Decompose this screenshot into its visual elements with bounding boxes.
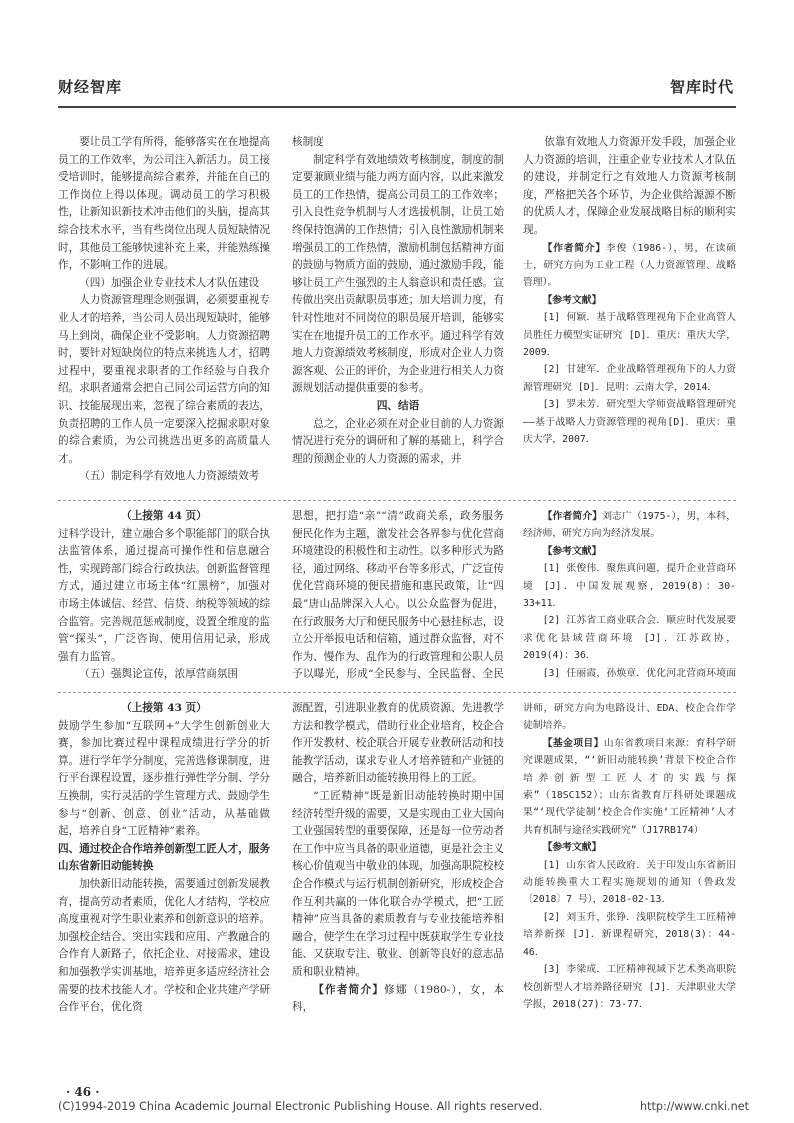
- block2-col3: [523, 508, 736, 680]
- references-heading: 【参考文献】: [542, 842, 602, 854]
- references-heading: 【参考文献】: [542, 294, 602, 306]
- fund-text: 山东省教项目来源：育科学研究课题成果，“‘新旧动能转换’背景下校企合作培养创新型工匠人才的实践与探索”（18SC152）；山东省教育厅科研处课题成果“‘现代学徒制’校企合作实施‘工匠精神’人才共育机制与途径实践研究”（J17RB174）: [523, 737, 736, 836]
- section-name: 智库时代: [669, 78, 734, 96]
- reference-item: [2] 江苏省工商业联合会．顺应时代发展要求优化县域营商环境 [J]．江苏政协，2019(4)：36．: [523, 615, 736, 662]
- block-separator: [58, 692, 736, 693]
- paragraph: 过科学设计，建立融合多个职能部门的联合执法监管体系，通过提高可操作性和信息融合性，实现跨部门综合行政执法。创新监督管理方式，通过建立市场主体“红黑榜”，加强对市场主体诚信、经营、信贷、纳税等领域的综合监管。完善规范惩戒制度，设置全维度的监管“探头”，广泛咨询、使用信用记录，形成强有力监管。: [58, 527, 270, 663]
- block2-col2: [292, 508, 504, 680]
- paragraph: 人力资源管理理念则强调，必须要重视专业人才的培养，当公司人员出现短缺时，能够马上到岗，确保企业不受影响。人力资源招聘时，要针对短缺岗位的特点来挑选人才，招聘过程中，要重视求职者的工作经验与自我介绍。求职者通常会把自己同公司运营方向的知识、技能展现出来，忽视了综合素质的表达，负责招聘的工作人员一定要深入挖掘求职对象的综合素质，为公司挑选出更多的高质量人才。: [58, 294, 270, 465]
- reference-item: [2] 甘建军．企业战略管理视角下的人力资源管理研究 [D]．昆明：云南大学，2014．: [523, 364, 736, 393]
- section-heading: 四、结语: [376, 399, 420, 412]
- reference-item: [1] 何颖．基于战略管理视角下企业高管人员胜任力模型实证研究 [D]．重庆：重庆大学，2009．: [523, 312, 736, 358]
- author-bio-label: 【作者简介】: [542, 242, 606, 254]
- subheading: （五）强舆论宣传，浓厚营商氛围: [79, 668, 239, 680]
- paragraph: 制定科学有效地绩效考核制度，制度的制定要兼顾业绩与能力两方面内容，以此来激发员工的工作热情，提高公司员工的工作效率；引入良性竞争机制与人才选拔机制，让员工始终保持饱满的工作热情；引入良性激励机制来增强员工的工作热情，激励机制包括精神方面的鼓励与物质方面的鼓励，通过激励手段，能够让员工产生强烈的主人翁意识和责任感。宣传做出突出贡献职员事迹；加大培训力度，有针对性地对不同岗位的职员展开培训，能够实实在在地提升员工的工作水平。通过科学有效地人力资源绩效考核制度，形成对企业人力资源客观、公正的评价，为企业进行相关人力资源规划活动提供重要的参考。: [292, 153, 504, 395]
- section-heading: 四、通过校企合作培养创新型工匠人才，服务山东省新旧动能转换: [58, 842, 270, 873]
- reference-item: [3] 李梁成．工匠精神视域下艺术类高职院校创新型人才培养路径研究 [J]．天津职业大学学报，2018(27)：73-77．: [523, 964, 736, 1010]
- reference-item: [1] 张俊伟．聚焦真问题，提升企业营商环境 [J]．中国发展观察，2019(8)：30-33+11．: [523, 563, 736, 610]
- subheading: （五）制定科学有效地人力资源绩效考: [79, 470, 260, 483]
- block1-col1: [58, 134, 270, 489]
- page-number: · 46 ·: [66, 1085, 100, 1099]
- block3-col1: [58, 700, 270, 1084]
- author-bio-label: 【作者简介】: [542, 511, 603, 522]
- continued-from-label: （上接第 44 页）: [121, 510, 207, 522]
- paragraph: 总之，企业必须在对企业目前的人力资源情况进行充分的调研和了解的基础上，科学合理的预测企业的人力资源的需求，并: [292, 417, 504, 465]
- paragraph: 要让员工学有所得，能够落实在在地提高员工的工作效率，为公司注入新活力。员工接受培训时，能够提高综合素养，并能在自己的工作岗位上得以体现。调动员工的学习积极性，让新知识新技术冲击他们的头脑，提高其综合技术水平，当有些岗位出现人员短缺情况时，其他员工能够快速补充上来，并能熟练操作，不影响工作的进展。: [58, 136, 270, 272]
- paragraph: 鼓励学生参加“互联网+”大学生创新创业大赛，参加比赛过程中课程成绩进行学分的折算。进行学年学分制度，完善选修课制度，进行平台课程设置，逐步推行弹性学分制、学分互换制，实行灵活的学生管理方式、鼓励学生参与“创新、创意、创业”活动，从基础做起，培养自身“工匠精神”素养。: [58, 719, 270, 838]
- paragraph: 加快新旧动能转换，需要通过创新发展教育，提高劳动者素质，优化人才结构，学校应高度重视对学生职业素养和创新意识的培养。加强校企结合、突出实践和应用、产教融合的合作育人新路子，依托企业、对接需求，建设和加强教学实训基地，培养更多适应经济社会需要的技术技能人才。学校和企业共建产学研合作平台，优化资: [58, 877, 270, 1014]
- paragraph: 核制度: [292, 136, 324, 148]
- author-bio: 讲师，研究方向为电路设计、EDA、校企合作学徒制培养。: [523, 703, 736, 732]
- block-separator: [58, 500, 736, 501]
- copyright-notice: (C)1994-2019 China Academic Journal Electronic Publishing House. All rights reserved.: [58, 1100, 543, 1113]
- block3-col3: [523, 700, 736, 1084]
- block1-col3: [523, 134, 736, 489]
- subheading: （四）加强企业专业技术人才队伍建设: [79, 276, 260, 289]
- paragraph: 依靠有效地人力资源开发手段，加强企业人力资源的培训，注重企业专业技术人才队伍的建设，并制定行之有效地人力资源考核制度，严格把关各个环节，为企业供给源源不断的优质人才，保障企业发展战略目标的顺利实现。: [523, 136, 736, 236]
- fund-label: 【基金项目】: [542, 737, 604, 749]
- paragraph: “工匠精神”既是新旧动能转换时期中国经济转型升级的需要，又是实现由工业大国向工业强国转型的重要保障，还是每一位劳动者在工作中应当具备的职业道德，更是社会主义核心价值观当中敬业的体现，加强高职院校校企合作模式与运行机制创新研究，形成校企合作互利共赢的一体化联合办学模式，把“工匠精神”应当具备的素质教育与专业技能培养相融合，使学生在学习过程中既获取学生专业技能、又获取专注、敬业、创新等良好的意志品质和职业精神。: [292, 789, 504, 978]
- paragraph: 思想，把打造“亲”“清”政商关系，政务服务便民化作为主题，激发社会各界参与优化营商环境建设的积极性和主动性。以多种形式为路径，通过网络、移动平台等多形式，广泛宣传优化营商环境的便民措施和惠民政策，让“四最”唐山品牌深入人心。以公众监督为促进，在行政服务大厅和便民服务中心悬挂标志，设立公开举报电话和信箱，通过群众监督，对不作为、慢作为、乱作为的行政管理和公职人员予以曝光，形成“全民参与、全民监督、全民: [292, 510, 504, 680]
- references-heading: 【参考文献】: [542, 545, 602, 557]
- reference-item: [1] 山东省人民政府．关于印发山东省新旧动能转换重大工程实施规划的通知（鲁政发〔2018〕7 号），2018-02-13．: [523, 859, 736, 906]
- block1-col2: [292, 134, 504, 489]
- reference-item: [2] 刘玉升，张铮．浅职院校学生工匠精神培养新探 [J]．新课程研究，2018(3)：44-46．: [523, 911, 736, 958]
- block2-col1: [58, 508, 270, 680]
- author-bio: 刘志广（1975-），男，本科，经济师，研究方向为经济发展。: [523, 511, 736, 540]
- footer-url[interactable]: http://www.cnki.net: [640, 1100, 749, 1113]
- block3-col2: [292, 700, 504, 1084]
- author-bio: 李俊（1986-），男，在读硕士，研究方向为工业工程（人力资源管理、战略管理）。: [523, 242, 736, 289]
- reference-item: [3] 罗未芳．研究型大学师资战略管理研究——基于战略人力资源管理的视角[D]．重庆：重庆大学，2007．: [523, 399, 736, 446]
- header-rule: [58, 106, 736, 108]
- continued-from-label: （上接第 43 页）: [121, 702, 207, 714]
- reference-item: [3] 任丽霞，孙焕章．优化河北营商环境面: [542, 667, 736, 679]
- journal-name: 财经智库: [58, 78, 123, 96]
- author-bio: 修娜（1980-），女，本科，: [292, 983, 504, 1014]
- paragraph: 源配置，引进职业教育的优质资源、先进教学方法和教学模式，借助行业企业培育，校企合作开发教材、校企联合开展专业教研活动和技能教学活动，谋求专业人才培养链和产业链的融合，培养新旧动能转换用得上的工匠。: [292, 702, 504, 785]
- author-bio-label: 【作者简介】: [313, 983, 385, 996]
